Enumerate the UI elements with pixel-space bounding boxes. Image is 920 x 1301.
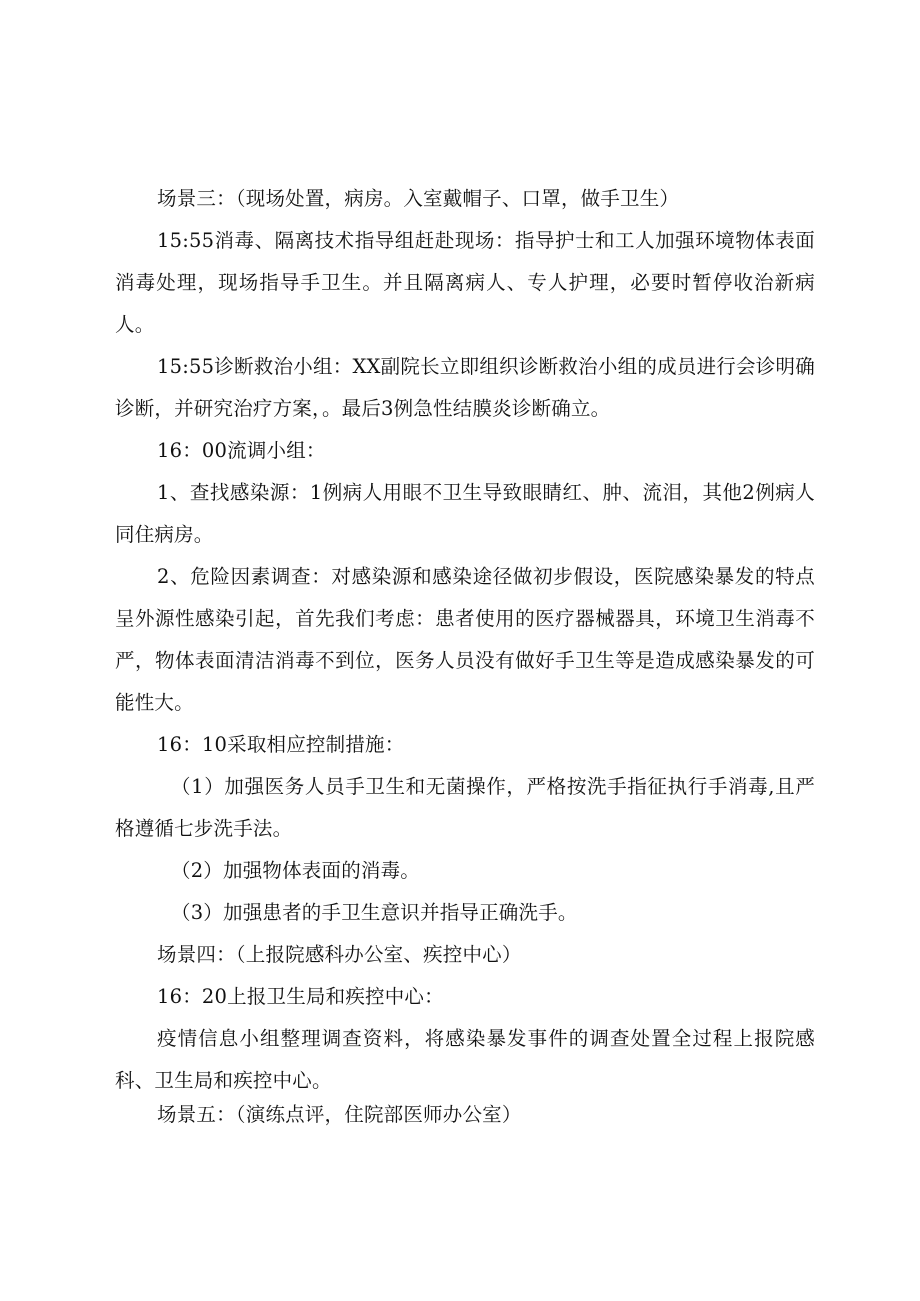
paragraph-epidemiology-team: 16：00流调小组： — [157, 439, 326, 462]
paragraph-disinfection-team: 15:55消毒、隔离技术指导组赶赴现场：指导护士和工人加强环境物体表面消毒处理，现场指导手卫生。并且隔离病人、专人护理，必要时暂停收治新病人。 — [115, 229, 815, 336]
paragraph-control-measures: 16：10采取相应控制措施： — [157, 733, 405, 756]
paragraph-measure-1: （1）加强医务人员手卫生和无菌操作，严格按洗手指征执行手消毒,且严格遵循七步洗手法。 — [115, 775, 815, 840]
document-body — [115, 178, 815, 1136]
paragraph-measure-2: （2）加强物体表面的消毒。 — [171, 859, 421, 882]
paragraph-find-source: 1、查找感染源：1例病人用眼不卫生导致眼睛红、肿、流泪，其他2例病人同住病房。 — [115, 481, 815, 546]
paragraph-report-bureau: 16：20上报卫生局和疾控中心： — [157, 985, 444, 1008]
paragraph-scene-five: 场景五：（演练点评，住院部医师办公室） — [157, 1103, 522, 1126]
paragraph-info-team: 疫情信息小组整理调查资料，将感染暴发事件的调查处置全过程上报院感科、卫生局和疾控中心。 — [115, 1027, 815, 1092]
paragraph-scene-three: 场景三：（现场处置，病房。入室戴帽子、口罩，做手卫生） — [157, 187, 680, 210]
paragraph-diagnosis-team: 15:55诊断救治小组：XX副院长立即组织诊断救治小组的成员进行会诊明确诊断，并研究治疗方案，。最后3例急性结膜炎诊断确立。 — [115, 355, 815, 420]
paragraph-risk-factors: 2、危险因素调查：对感染源和感染途径做初步假设，医院感染暴发的特点呈外源性感染引起，首先我们考虑：患者使用的医疗器械器具，环境卫生消毒不严，物体表面清洁消毒不到位，医务人员没有做好手卫生等是造成感染暴发的可能性大。 — [115, 565, 815, 714]
paragraph-scene-four: 场景四：（上报院感科办公室、疾控中心） — [157, 943, 522, 966]
paragraph-measure-3: （3）加强患者的手卫生意识并指导正确洗手。 — [171, 901, 578, 924]
